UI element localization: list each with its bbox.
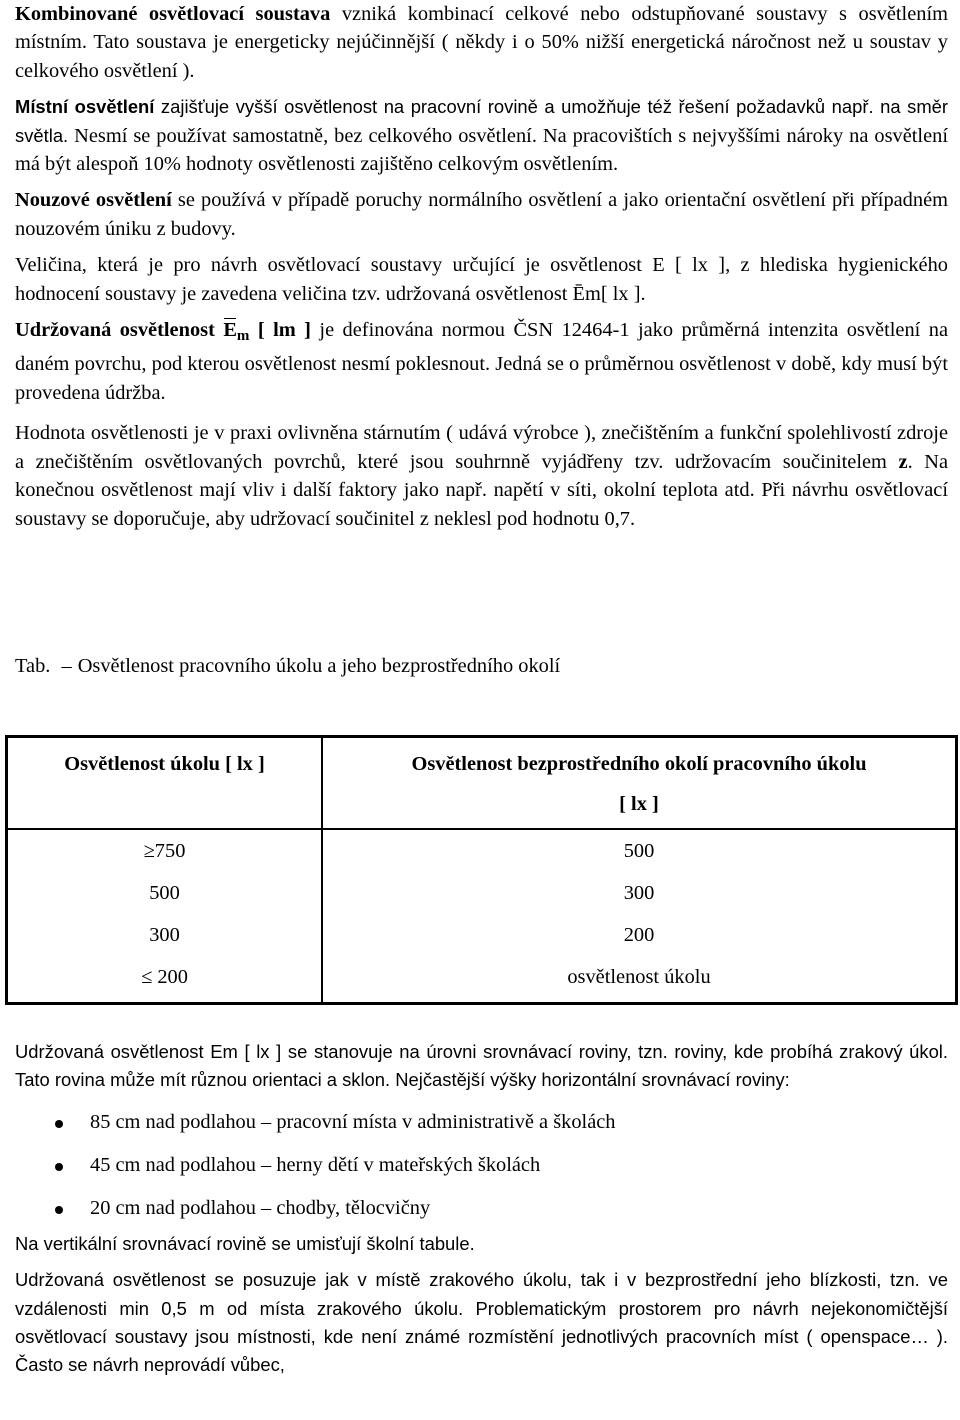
table-row [7,914,957,956]
paragraph-text: zajišťuje vyšší osvětlenost na pracovní rovině a umožňuje též řešení požadavků např. na směr světla. [15,96,948,146]
list-item [15,1187,948,1230]
paragraph-text: Na vertikální srovnávací rovině se umisťují školní tabule. [15,1232,475,1254]
cell-surround: 300 [623,882,655,904]
paragraph-vertical-plane [15,1230,948,1258]
caption-dash: – [61,655,72,677]
cell-surround: 200 [623,924,655,946]
symbol-text: E [223,319,237,342]
illuminance-table [5,735,958,1005]
paragraph-maintenance-factor [15,419,948,533]
list-item-text: 20 cm nad podlahou – chodby, tělocvičny [90,1196,431,1219]
paragraph-combined-lighting [15,0,948,85]
paragraph-text-end: . Na konečnou osvětlenost mají vliv i další faktory jako např. napětí v síti, okolní teplota atd. Při návrhu osvětlovací soustavy se doporučuje, aby udržovací součinitel z neklesl pod hodnotu 0,7. [15,450,948,530]
symbol-e-bar [223,316,237,344]
header-surrounding-illuminance [322,737,957,830]
cell-task: ≥750 [7,829,323,872]
header-task-illuminance: Osvětlenost úkolu [ lx ] [7,737,323,830]
cell-task: 300 [7,914,323,956]
paragraph-evaluation [15,1266,948,1380]
paragraph-text: Hodnota osvětlenosti je v praxi ovlivněna stárnutím ( udává výrobce ), znečištěním a funkční spolehlivostí zdroje a znečištěním osvětlovaných povrchů, které jsou souhrnně vyjádřeny tzv. udržovacím součinitelem [15,422,948,473]
paragraph-text: Udržovaná osvětlenost se posuzuje jak v místě zrakového úkolu, tak i v bezprostřední jeho blízkosti, tzn. ve vzdálenosti min 0,5 m od místa zrakového úkolu. Problematickým prostorem pro návrh nejekonomičtější osvětlovací soustavy jsou místnosti, kde není známé rozmístění jednotlivých pracovních míst ( openspace… ). Často se návrh neprovádí vůbec, [15,1269,948,1376]
table-row [7,829,957,872]
cell-task: 500 [7,872,323,914]
paragraph-text: se používá v případě poruchy normálního osvětlení a jako orientační osvětlení při případném nouzovém úniku z budovy. [15,189,948,240]
cell-task: ≤ 200 [7,956,323,1004]
paragraph-local-lighting [15,93,948,178]
list-item [15,1144,948,1187]
term-combined-lighting: Kombinované osvětlovací soustava [15,3,331,25]
list-item-text: 45 cm nad podlahou – herny dětí v mateřských školách [90,1153,541,1176]
reference-heights-list [15,1101,948,1230]
header-line-2: [ lx ] [619,793,659,815]
term-local-lighting: Místní osvětlení [15,96,155,118]
term-z: z [898,450,908,473]
paragraph-maintained-illuminance [15,316,948,407]
caption-prefix: Tab. [15,655,51,677]
paragraph-text-serif: Nesmí se používat samostatně, bez celkového osvětlení. Na pracovištích s nejvyššími nároky na osvětlení má být alespoň 10% hodnoty osvětlenosti zajištěno celkovým osvětlením. [15,124,948,176]
paragraph-text: vzniká kombinací celkové nebo odstupňované soustavy s osvětlením místním. Tato soustava je energeticky nejúčinnější ( někdy i o 50% nižší energetická náročnost než u soustav y celkového osvětlení ). [15,3,948,82]
bullet-icon [55,1120,63,1128]
header-line-1: Osvětlenost bezprostředního okolí pracovního úkolu [411,753,867,775]
paragraph-quantity [15,251,948,308]
term-emergency-lighting: Nouzové osvětlení [15,189,172,212]
table-row [7,872,957,914]
bullet-icon [55,1163,63,1171]
lower-section [15,1038,948,1380]
paragraph-emergency-lighting [15,186,948,243]
caption-title: Osvětlenost pracovního úkolu a jeho bezprostředního okolí [77,655,561,677]
cell-surround: 500 [623,840,655,862]
bullet-icon [55,1206,63,1214]
term-maintained-illuminance [15,319,311,345]
term-unit: [ lm ] [249,319,311,342]
list-item-text: 85 cm nad podlahou – pracovní místa v administrativě a školách [90,1110,616,1133]
paragraph-reference-plane [15,1038,948,1095]
paragraph-text: Udržovaná osvětlenost Em [ lx ] se stanovuje na úrovni srovnávací roviny, tzn. roviny, kde probíhá zrakový úkol. Tato rovina může mít různou orientaci a sklon. Nejčastější výšky horizontální srovnávací roviny: [15,1041,948,1091]
table-header-row [7,737,957,830]
cell-surround: osvětlenost úkolu [567,966,711,988]
term-text: Udržovaná osvětlenost [15,319,224,342]
paragraph-text: Veličina, která je pro návrh osvětlovací soustavy určující je osvětlenost E [ lx ], z hlediska hygienického hodnocení soustavy je zavedena veličina tzv. udržovaná osvětlenost Ēm[ lx ]. [15,254,948,305]
symbol-subscript: m [236,328,250,345]
table-caption [15,652,560,680]
paragraph-text: je definována normou ČSN 12464-1 jako průměrná intenzita osvětlení na daném povrchu, pod kterou osvětlenost nesmí poklesnout. Jedná se o průměrnou osvětlenost v době, kdy musí být provedena údržba. [15,319,948,404]
list-item [15,1101,948,1144]
table-row [7,956,957,1004]
